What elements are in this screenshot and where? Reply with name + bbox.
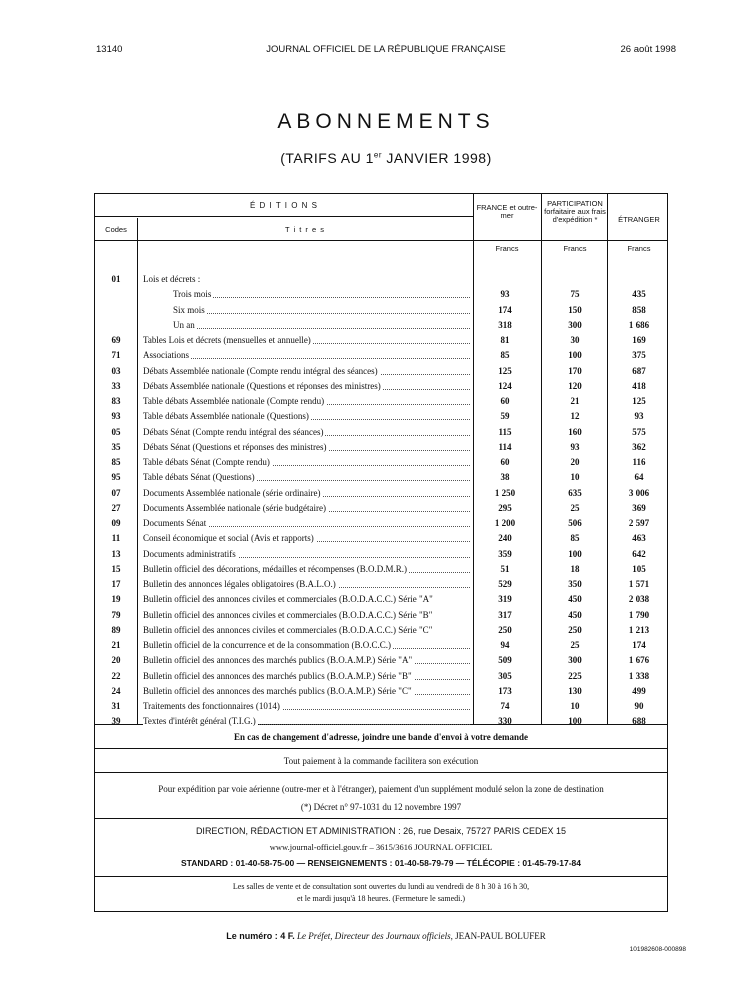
page-number: 13140 xyxy=(96,44,123,55)
row-code: 69 xyxy=(111,335,121,345)
row-title-text: Lois et décrets : xyxy=(143,274,201,284)
titres-header: T i t r e s xyxy=(284,225,326,234)
row-participation-price: 506 xyxy=(568,518,582,528)
row-etranger-price: 1 676 xyxy=(628,655,650,666)
row-participation-price: 20 xyxy=(570,457,580,467)
table-row xyxy=(95,653,667,667)
row-france-price: 94 xyxy=(500,640,510,650)
row-title xyxy=(143,379,470,393)
payment-note: Tout paiement à la commande facilitera son exécution xyxy=(283,756,479,766)
table-row xyxy=(95,623,667,637)
france-unit: Francs xyxy=(495,244,519,253)
row-code: 20 xyxy=(111,655,121,666)
row-participation-price: 450 xyxy=(568,594,582,605)
row-code: 11 xyxy=(111,533,121,544)
row-france-price: 174 xyxy=(498,304,512,315)
table-row xyxy=(95,562,667,576)
row-participation-price: 21 xyxy=(570,396,580,406)
row-etranger-price: 169 xyxy=(632,335,646,345)
row-participation-price: 225 xyxy=(568,670,582,681)
row-france-price: 81 xyxy=(500,335,510,345)
row-etranger-price: 688 xyxy=(632,716,646,727)
part-unit: Francs xyxy=(563,244,587,253)
prefet-title: Le Préfet, Directeur des Journaux officiels, xyxy=(297,931,453,941)
row-title-text: Conseil économique et social (Avis et rapports) xyxy=(143,533,314,544)
row-france-price: 295 xyxy=(498,502,512,513)
row-etranger-price: 90 xyxy=(634,701,644,711)
row-title-text: Bulletin officiel des annonces des marchés publics (B.O.A.M.P.) Série "C" xyxy=(143,685,412,696)
editions-header: É D I T I O N S xyxy=(249,201,319,210)
row-etranger-price: 174 xyxy=(632,640,646,650)
table-row xyxy=(95,425,667,439)
row-title xyxy=(173,287,470,301)
row-title-text: Un an xyxy=(173,319,195,330)
head-line-editions xyxy=(95,216,473,217)
row-title-text: Documents Assemblée nationale (série budgétaire) xyxy=(143,502,326,513)
row-title-text: Bulletin officiel des décorations, médailles et récompenses (B.O.D.M.R.) xyxy=(143,563,408,574)
row-participation-price: 450 xyxy=(568,609,582,620)
row-participation-price: 170 xyxy=(568,365,582,376)
table-row xyxy=(95,699,667,713)
row-title xyxy=(173,318,470,332)
row-france-price: 51 xyxy=(500,563,510,574)
table-row xyxy=(95,592,667,606)
row-title-text: Textes d'intérêt général (T.I.G.) xyxy=(143,716,256,727)
phone-line: STANDARD : 01-40-58-75-00 — RENSEIGNEMENTS : 01-40-58-79-79 — TÉLÉCOPIE : 01-45-79-17-84 xyxy=(181,858,581,868)
row-participation-price: 25 xyxy=(570,640,580,650)
row-france-price: 1 250 xyxy=(494,487,516,498)
row-title-text: Associations xyxy=(143,350,189,361)
row-title-text: Bulletin officiel des annonces des marchés publics (B.O.A.M.P.) Série "A" xyxy=(143,655,413,666)
row-code: 79 xyxy=(111,609,121,620)
row-title xyxy=(143,577,470,591)
row-etranger-price: 463 xyxy=(632,533,646,544)
row-title xyxy=(143,623,470,637)
table-row xyxy=(95,669,667,683)
row-code: 35 xyxy=(111,441,121,452)
row-title xyxy=(143,516,470,530)
tariff-table xyxy=(94,193,668,912)
row-france-price: 240 xyxy=(498,533,512,544)
row-france-price: 93 xyxy=(500,289,510,300)
row-france-price: 529 xyxy=(498,579,512,589)
row-participation-price: 12 xyxy=(570,411,580,422)
table-row xyxy=(95,531,667,545)
table-row xyxy=(95,516,667,530)
row-code: 33 xyxy=(111,380,121,391)
row-participation-price: 18 xyxy=(570,563,580,574)
subtitle-post: JANVIER 1998) xyxy=(382,150,492,166)
row-code: 15 xyxy=(111,563,121,574)
row-participation-price: 250 xyxy=(568,624,582,635)
row-participation-price: 10 xyxy=(570,701,580,711)
row-france-price: 60 xyxy=(500,396,510,406)
decree-note: (*) Décret n° 97-1031 du 12 novembre 1997 xyxy=(300,802,462,812)
row-code: 95 xyxy=(111,472,121,483)
row-france-price: 114 xyxy=(498,441,512,452)
head-line xyxy=(95,240,667,241)
row-title xyxy=(143,684,470,698)
row-etranger-price: 687 xyxy=(632,365,646,376)
row-title xyxy=(143,348,470,362)
row-participation-price: 160 xyxy=(568,426,582,437)
table-row xyxy=(95,547,667,561)
row-etranger-price: 1 571 xyxy=(628,579,650,589)
row-title xyxy=(143,486,470,500)
info-phone: RENSEIGNEMENTS : 01-40-58-79-79 xyxy=(307,858,454,868)
row-title xyxy=(143,364,470,378)
row-title-text: Débats Sénat (Compte rendu intégral des séances) xyxy=(143,426,324,437)
row-title-text: Table débats Sénat (Compte rendu) xyxy=(143,457,270,467)
table-row xyxy=(95,455,667,469)
row-etranger-price: 1 790 xyxy=(628,609,650,620)
row-title-text: Bulletin officiel des annonces des marchés publics (B.O.A.M.P.) Série "B" xyxy=(143,670,412,681)
row-france-price: 60 xyxy=(500,457,510,467)
row-etranger-price: 64 xyxy=(634,472,644,483)
row-title xyxy=(143,272,470,286)
row-etranger-price: 435 xyxy=(632,289,646,300)
table-row xyxy=(95,608,667,622)
row-participation-price: 300 xyxy=(568,655,582,666)
sales-hours-1: Les salles de vente et de consultation sont ouvertes du lundi au vendredi de 8 h 30 à 16 h 30, xyxy=(232,882,530,891)
codes-header: Codes xyxy=(105,225,127,234)
row-title xyxy=(143,699,470,713)
row-title xyxy=(143,562,470,576)
change-address-note: En cas de changement d'adresse, joindre une bande d'envoi à votre demande xyxy=(233,732,529,742)
table-row xyxy=(95,333,667,347)
subtitle-sup: er xyxy=(373,150,383,160)
row-participation-price: 350 xyxy=(568,579,582,589)
row-france-price: 59 xyxy=(500,411,510,422)
row-title-text: Table débats Sénat (Questions) xyxy=(143,472,255,483)
row-code: 27 xyxy=(111,502,121,513)
table-row xyxy=(95,409,667,423)
row-etranger-price: 642 xyxy=(632,548,646,559)
row-etranger-price: 3 006 xyxy=(628,487,650,498)
row-title xyxy=(143,608,470,622)
row-title xyxy=(143,455,470,469)
row-etranger-price: 1 213 xyxy=(628,624,650,635)
row-etranger-price: 125 xyxy=(632,396,646,406)
table-row xyxy=(95,272,667,286)
row-title xyxy=(143,440,470,454)
row-france-price: 173 xyxy=(498,685,512,696)
document-reference: 101982608-000898 xyxy=(629,946,686,953)
row-france-price: 38 xyxy=(500,472,510,483)
row-france-price: 125 xyxy=(498,365,512,376)
row-code: 85 xyxy=(111,457,121,467)
row-code: 93 xyxy=(111,411,121,422)
row-title-text: Six mois xyxy=(173,304,205,315)
etranger-header: ÉTRANGER xyxy=(618,215,660,224)
row-title-text: Débats Assemblée nationale (Compte rendu intégral des séances) xyxy=(143,365,378,376)
row-title-text: Table débats Assemblée nationale (Questions) xyxy=(143,411,309,422)
row-participation-price: 93 xyxy=(570,441,580,452)
row-france-price: 250 xyxy=(498,624,512,635)
page-subtitle xyxy=(96,150,676,166)
row-title xyxy=(143,638,470,652)
row-title-text: Trois mois xyxy=(173,289,212,300)
table-row xyxy=(95,501,667,515)
row-participation-price: 25 xyxy=(570,502,580,513)
row-participation-price: 100 xyxy=(568,716,582,727)
table-row xyxy=(95,684,667,698)
row-etranger-price: 2 038 xyxy=(628,594,650,605)
row-etranger-price: 362 xyxy=(632,441,646,452)
journal-name: JOURNAL OFFICIEL DE LA RÉPUBLIQUE FRANÇAISE xyxy=(266,44,506,55)
row-title xyxy=(143,592,470,606)
row-title-text: Débats Sénat (Questions et réponses des ministres) xyxy=(143,441,327,452)
table-row xyxy=(95,638,667,652)
row-etranger-price: 93 xyxy=(634,411,644,422)
row-title xyxy=(143,409,470,423)
prefet-name: JEAN-PAUL BOLUFER xyxy=(455,931,546,941)
row-title-text: Documents Assemblée nationale (série ordinaire) xyxy=(143,487,321,498)
row-title xyxy=(143,394,470,408)
line-4 xyxy=(95,876,667,877)
table-row xyxy=(95,379,667,393)
row-participation-price: 100 xyxy=(568,350,582,361)
page-header xyxy=(96,44,676,58)
row-code: 83 xyxy=(111,396,121,406)
row-france-price: 74 xyxy=(500,701,510,711)
row-etranger-price: 116 xyxy=(632,457,646,467)
issue-price: Le numéro : 4 F. xyxy=(226,931,295,941)
fax-number: TÉLÉCOPIE : 01-45-79-17-84 xyxy=(466,858,581,868)
standard-phone: STANDARD : 01-40-58-75-00 xyxy=(181,858,295,868)
line-2 xyxy=(95,772,667,773)
row-title xyxy=(143,425,470,439)
row-code: 22 xyxy=(111,670,121,681)
row-title-text: Documents administratifs xyxy=(143,548,236,559)
row-code: 31 xyxy=(111,701,121,711)
row-participation-price: 85 xyxy=(570,533,580,544)
row-code: 01 xyxy=(111,274,121,284)
table-row xyxy=(95,394,667,408)
row-etranger-price: 858 xyxy=(632,304,646,315)
row-title xyxy=(143,669,470,683)
row-etranger-price: 105 xyxy=(632,563,646,574)
row-etranger-price: 1 338 xyxy=(628,670,650,681)
row-etranger-price: 418 xyxy=(632,380,646,391)
row-participation-price: 120 xyxy=(568,380,582,391)
bottom-line xyxy=(96,931,676,941)
row-participation-price: 150 xyxy=(568,304,582,315)
row-etranger-price: 2 597 xyxy=(628,518,650,528)
row-code: 07 xyxy=(111,487,121,498)
row-code: 89 xyxy=(111,624,121,635)
row-title xyxy=(143,547,470,561)
table-row xyxy=(95,486,667,500)
row-etranger-price: 499 xyxy=(632,685,646,696)
row-participation-price: 130 xyxy=(568,685,582,696)
row-etranger-price: 1 686 xyxy=(628,319,650,330)
table-row xyxy=(95,470,667,484)
row-code: 21 xyxy=(111,640,121,650)
row-title-text: Bulletin officiel des annonces civiles et commerciales (B.O.D.A.C.C.) Série "B" xyxy=(143,609,433,620)
row-code: 03 xyxy=(111,365,121,376)
etranger-unit: Francs xyxy=(627,244,651,253)
row-participation-price: 30 xyxy=(570,335,580,345)
row-france-price: 330 xyxy=(498,716,512,727)
row-code: 71 xyxy=(111,350,121,361)
row-etranger-price: 375 xyxy=(632,350,646,361)
row-title-text: Bulletin officiel de la concurrence et de la consommation (B.O.C.C.) xyxy=(143,640,392,650)
row-title xyxy=(143,470,470,484)
row-france-price: 319 xyxy=(498,594,512,605)
row-france-price: 115 xyxy=(498,426,512,437)
row-france-price: 318 xyxy=(498,319,512,330)
table-row xyxy=(95,440,667,454)
issue-date: 26 août 1998 xyxy=(620,44,676,55)
air-mail-note: Pour expédition par voie aérienne (outre-mer et à l'étranger), paiement d'un supplément modulé selon la zone de destination xyxy=(158,784,604,794)
row-france-price: 124 xyxy=(498,380,512,391)
table-row xyxy=(95,577,667,591)
row-etranger-price: 369 xyxy=(632,502,646,513)
participation-header: PARTICIPATION forfaitaire aux frais d'expédition * xyxy=(544,199,606,224)
row-title xyxy=(143,501,470,515)
table-row xyxy=(95,287,667,301)
row-france-price: 1 200 xyxy=(494,518,516,528)
row-title-text: Débats Assemblée nationale (Questions et réponses des ministres) xyxy=(143,380,381,391)
row-title-text: Bulletin officiel des annonces civiles et commerciales (B.O.D.A.C.C.) Série "C" xyxy=(143,624,433,635)
website: www.journal-officiel.gouv.fr – 3615/3616 JOURNAL OFFICIEL xyxy=(269,842,493,852)
line-1 xyxy=(95,748,667,749)
table-row xyxy=(95,303,667,317)
row-title xyxy=(173,303,470,317)
line-3 xyxy=(95,818,667,819)
row-title-text: Traitements des fonctionnaires (1014) xyxy=(143,701,280,711)
row-title xyxy=(143,531,470,545)
row-participation-price: 300 xyxy=(568,319,582,330)
row-title xyxy=(143,653,470,667)
row-france-price: 305 xyxy=(498,670,512,681)
row-code: 13 xyxy=(111,548,121,559)
row-title-text: Bulletin des annonces légales obligatoires (B.A.L.O.) xyxy=(143,579,336,589)
subtitle-pre: (TARIFS AU 1 xyxy=(280,150,374,166)
row-title-text: Bulletin officiel des annonces civiles et commerciales (B.O.D.A.C.C.) Série "A" xyxy=(143,594,433,605)
sales-hours-2: et le mardi jusqu'à 18 heures. (Fermeture le samedi.) xyxy=(296,894,466,903)
table-row xyxy=(95,364,667,378)
table-row xyxy=(95,714,667,728)
table-row xyxy=(95,348,667,362)
row-code: 09 xyxy=(111,518,121,528)
row-france-price: 317 xyxy=(498,609,512,620)
row-france-price: 85 xyxy=(500,350,510,361)
row-etranger-price: 575 xyxy=(632,426,646,437)
row-title xyxy=(143,714,470,728)
row-participation-price: 75 xyxy=(570,289,580,300)
row-code: 24 xyxy=(111,685,121,696)
row-participation-price: 100 xyxy=(568,548,582,559)
row-title xyxy=(143,333,470,347)
row-title-text: Table débats Assemblée nationale (Compte rendu) xyxy=(143,396,325,406)
table-row xyxy=(95,318,667,332)
row-code: 39 xyxy=(111,716,121,727)
row-participation-price: 635 xyxy=(568,487,582,498)
row-title-text: Documents Sénat xyxy=(143,518,207,528)
row-france-price: 359 xyxy=(498,548,512,559)
row-title-text: Tables Lois et décrets (mensuelles et annuelle) xyxy=(143,335,311,345)
row-code: 17 xyxy=(111,579,121,589)
row-code: 05 xyxy=(111,426,121,437)
row-participation-price: 10 xyxy=(570,472,580,483)
row-code: 19 xyxy=(111,594,121,605)
direction-address: DIRECTION, RÉDACTION ET ADMINISTRATION : 26, rue Desaix, 75727 PARIS CEDEX 15 xyxy=(195,826,567,836)
row-france-price: 509 xyxy=(498,655,512,666)
page-title: ABONNEMENTS xyxy=(277,110,495,133)
france-header: FRANCE et outre-mer xyxy=(476,203,538,220)
